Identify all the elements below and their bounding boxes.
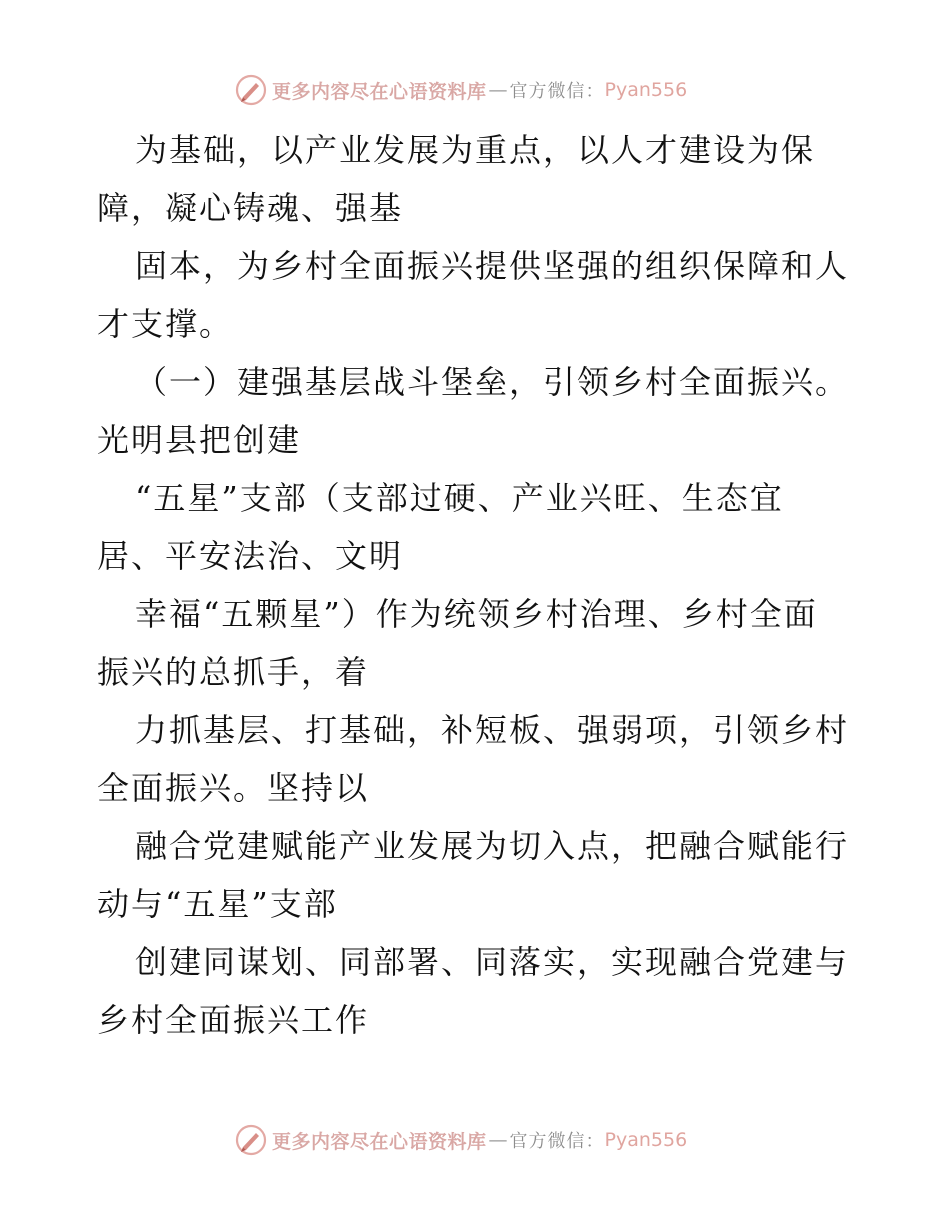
body-line: “五星”支部（支部过硬、产业兴旺、生态宜 [135, 479, 784, 517]
body-line: 障，凝心铸魂、强基 [97, 189, 404, 227]
body-line: 居、平安法治、文明 [97, 537, 404, 575]
watermark-brand: 更多内容尽在心语资料库 [272, 1130, 487, 1153]
body-line: 振兴的总抓手，着 [97, 653, 370, 691]
body-line: 动与“五星”支部 [97, 885, 338, 923]
footer-watermark [234, 1122, 687, 1158]
body-line: 幸福“五颗星”）作为统领乡村治理、乡村全面 [135, 595, 818, 633]
watermark-label: 官方微信： [509, 1131, 605, 1152]
document-body [97, 121, 897, 1049]
watermark-wechat-id: Pyan556 [604, 79, 688, 101]
watermark-dash: — [488, 1129, 508, 1151]
body-line: 力抓基层、打基础，补短板、强弱项，引领乡村 [135, 711, 850, 749]
body-line: （一）建强基层战斗堡垒，引领乡村全面振兴。 [135, 363, 850, 401]
header-watermark [234, 72, 687, 108]
body-line: 光明县把创建 [97, 421, 302, 459]
watermark-wechat-id: Pyan556 [604, 1129, 688, 1151]
pen-logo-icon [234, 1123, 268, 1157]
watermark-brand: 更多内容尽在心语资料库 [272, 80, 487, 103]
watermark-dash: — [488, 79, 508, 101]
body-line: 全面振兴。坚持以 [97, 769, 370, 807]
body-line: 乡村全面振兴工作 [97, 1001, 370, 1039]
body-line: 才支撑。 [97, 305, 234, 343]
body-line: 融合党建赋能产业发展为切入点，把融合赋能行 [135, 827, 850, 865]
body-line: 固本，为乡村全面振兴提供坚强的组织保障和人 [135, 247, 850, 285]
body-line: 创建同谋划、同部署、同落实，实现融合党建与 [135, 943, 850, 981]
watermark-label: 官方微信： [509, 81, 605, 102]
body-line: 为基础，以产业发展为重点，以人才建设为保 [135, 131, 816, 169]
pen-logo-icon [234, 73, 268, 107]
